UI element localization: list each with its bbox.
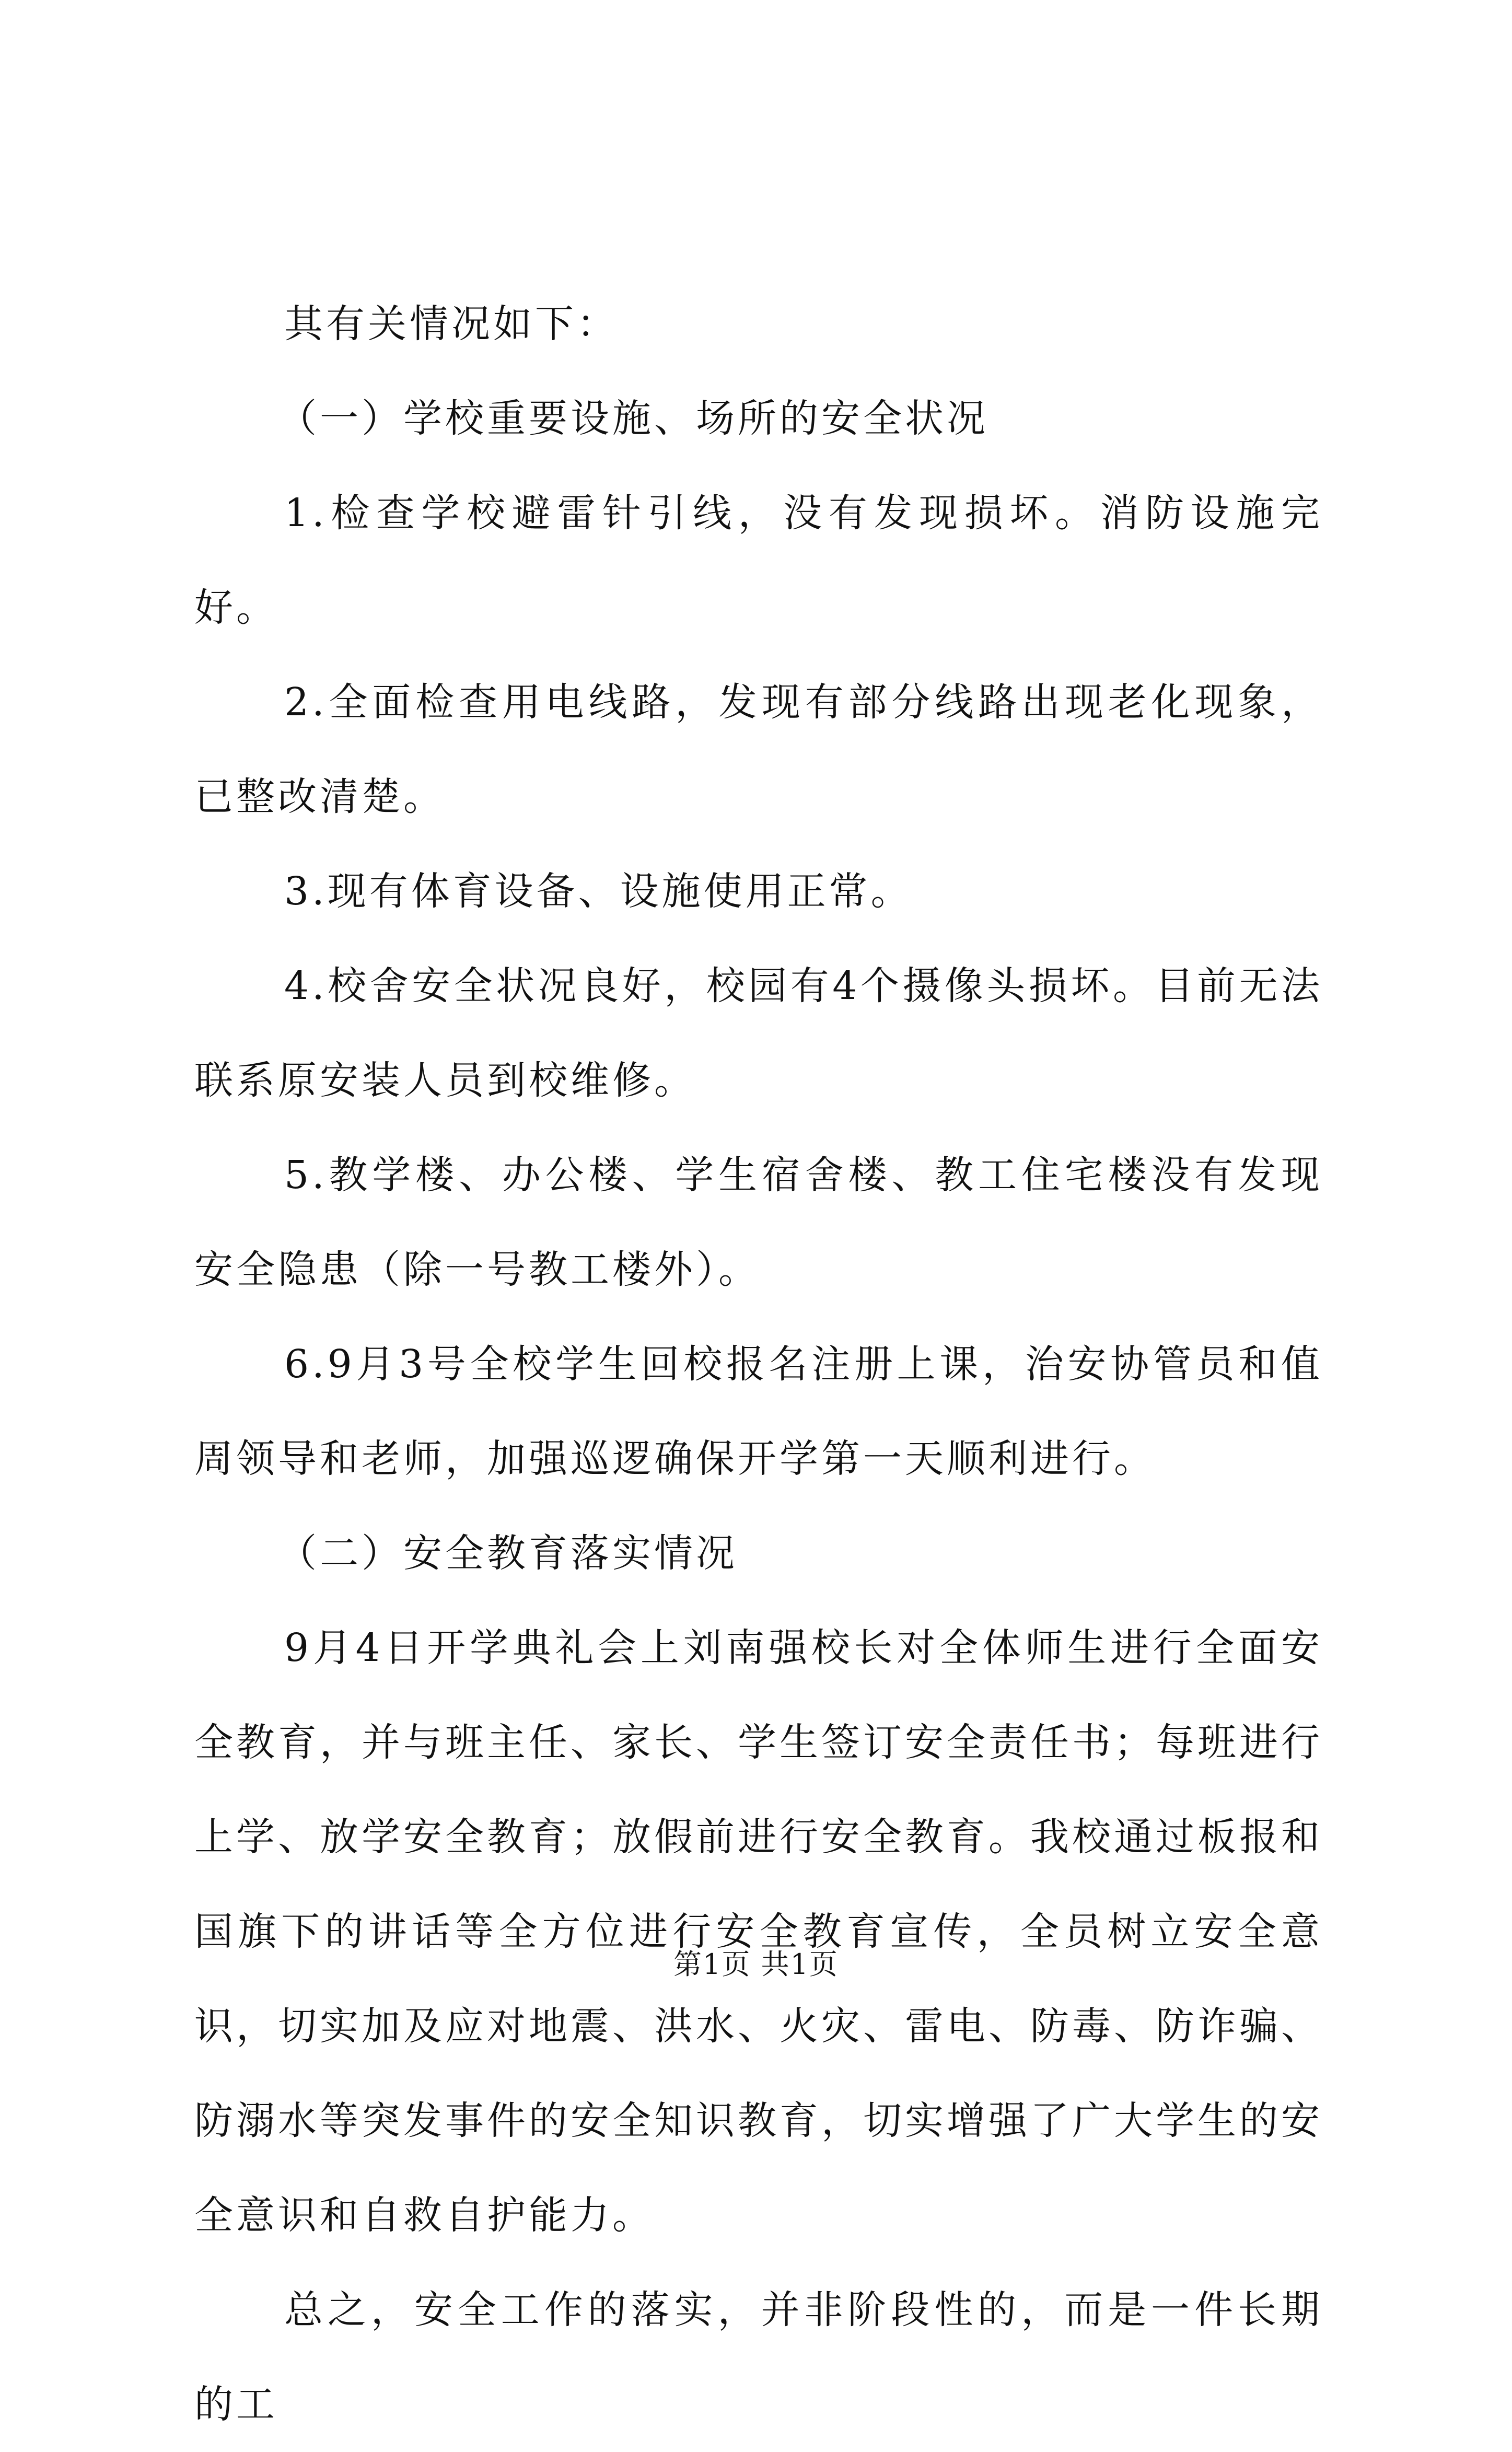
education-paragraph: 9月4日开学典礼会上刘南强校长对全体师生进行全面安全教育，并与班主任、家长、学生签订安全责任书；每班进行上学、放学安全教育；放假前进行安全教育。我校通过板报和国旗下的讲话等全方位进行安全教育宣传，全员树立安全意识，切实加及应对地震、洪水、火灾、雷电、防毒、防诈骗、防溺水等突发事件的安全知识教育，切实增强了广大学生的安全意识和自救自护能力。	[194, 1625, 1323, 2238]
conclusion-paragraph: 总之，安全工作的落实，并非阶段性的，而是一件长期的工	[194, 2287, 1323, 2427]
section-heading-facilities: （一）学校重要设施、场所的安全状况	[278, 396, 988, 441]
intro-paragraph: 其有关情况如下：	[284, 301, 619, 346]
document-body	[194, 277, 1323, 2452]
page-number-footer: 第1页 共1页	[673, 1948, 839, 1981]
list-item-6: 6.9月3号全校学生回校报名注册上课，治安协管员和值周领导和老师，加强巡逻确保开学第一天顺利进行。	[194, 1342, 1323, 1481]
list-item-4: 4.校舍安全状况良好，校园有4个摄像头损坏。目前无法联系原安装人员到校维修。	[194, 963, 1323, 1103]
list-item-3: 3.现有体育设备、设施使用正常。	[284, 869, 913, 914]
section-heading-education: （二）安全教育落实情况	[278, 1531, 738, 1576]
list-item-5: 5.教学楼、办公楼、学生宿舍楼、教工住宅楼没有发现安全隐患（除一号教工楼外）。	[194, 1153, 1323, 1292]
list-item-1: 1.检查学校避雷针引线，没有发现损坏。消防设施完好。	[194, 491, 1323, 630]
list-item-2: 2.全面检查用电线路，发现有部分线路出现老化现象，已整改清楚。	[194, 680, 1323, 819]
